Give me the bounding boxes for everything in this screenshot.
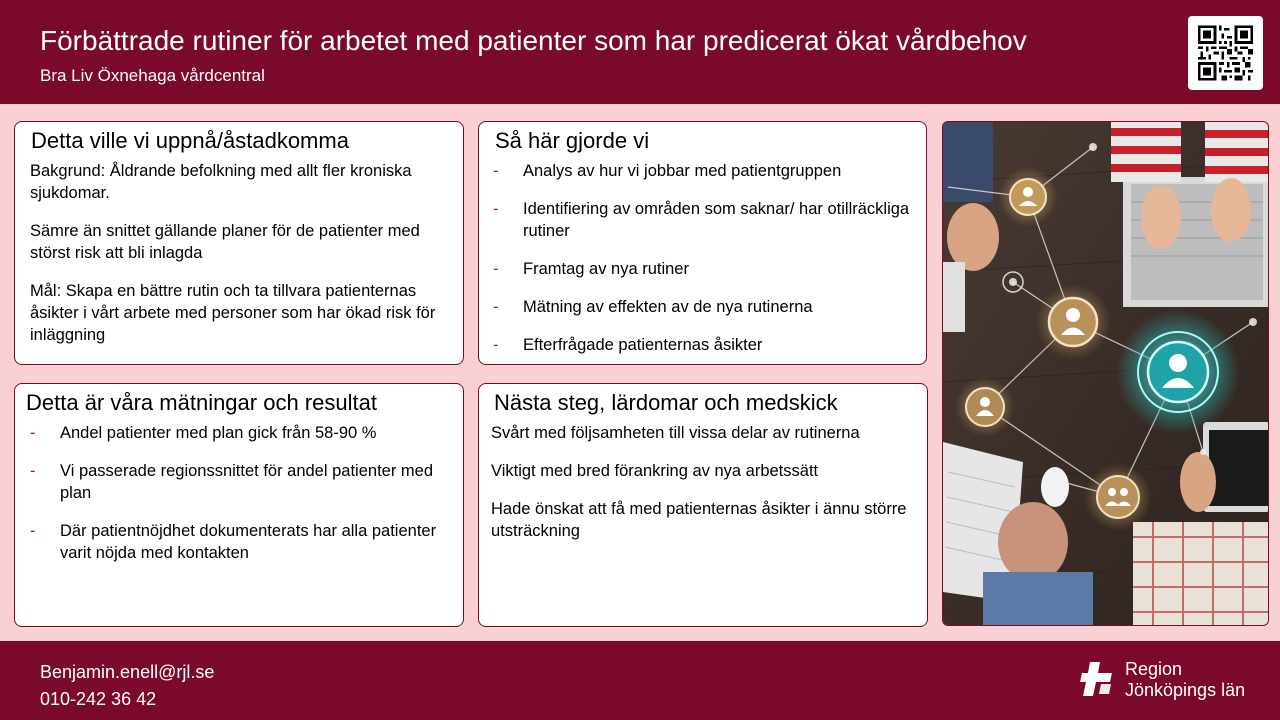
list-item: - Mätning av effekten av de nya rutinerna [493, 298, 813, 316]
goal-heading: Detta ville vi uppnå/åstadkomma [31, 128, 349, 153]
bullet-dash: - [493, 260, 499, 278]
region-cross-icon [1078, 660, 1118, 698]
logo-text-county: Jönköpings län [1125, 680, 1246, 700]
region-logo [1078, 656, 1248, 704]
page-title: Förbättrade rutiner för arbetet med patienter som har predicerat ökat vårdbehov [40, 25, 1027, 56]
list-item: - Andel patienter med plan gick från 58-90 % [30, 424, 377, 442]
results-card [14, 383, 464, 627]
bullet-dash: - [30, 462, 36, 480]
contact-email[interactable]: Benjamin.enell@rjl.se [40, 662, 215, 682]
method-list [493, 160, 912, 356]
network-illustration-image [942, 121, 1269, 626]
method-card [478, 121, 927, 365]
list-item: - Identifiering av områden som saknar/ har otillräckliga rutiner [493, 200, 910, 240]
header [0, 0, 1280, 104]
bullet-dash: - [30, 424, 36, 442]
footer [0, 641, 1280, 720]
results-heading: Detta är våra mätningar och resultat [26, 390, 377, 415]
bullet-dash: - [493, 162, 499, 180]
bullet-dash: - [30, 522, 36, 540]
logo-text-region: Region [1125, 659, 1183, 679]
list-item: - Framtag av nya rutiner [493, 260, 689, 278]
qr-code-icon[interactable] [1188, 16, 1263, 90]
list-item: - Efterfrågade patienternas åsikter [493, 336, 763, 354]
goal-aim-text: Mål: Skapa en bättre rutin och ta tillvara patienternas åsikter i vårt arbete med personer som har ökad risk för inläggning [30, 282, 436, 344]
next-steps-text: Viktigt med bred förankring av nya arbetssätt [491, 462, 819, 480]
page-subtitle: Bra Liv Öxnehaga vårdcentral [40, 66, 265, 85]
bullet-dash: - [493, 200, 499, 218]
list-item: - Vi passerade regionssnittet för andel patienter med plan [30, 462, 434, 502]
list-item: - Där patientnöjdhet dokumenterats har alla patienter varit nöjda med kontakten [30, 522, 437, 562]
bullet-dash: - [493, 298, 499, 316]
goal-problem-text: Sämre än snittet gällande planer för de patienter med störst risk att bli inlagda [30, 222, 420, 262]
bullet-dash: - [493, 336, 499, 354]
list-item: - Analys av hur vi jobbar med patientgruppen [493, 162, 842, 180]
next-steps-text: Svårt med följsamheten till vissa delar av rutinerna [491, 424, 860, 442]
next-steps-text: Hade önskat att få med patienternas åsikter i ännu större utsträckning [491, 500, 907, 540]
results-list [26, 422, 449, 564]
method-heading: Så här gjorde vi [495, 128, 650, 153]
next-steps-card [478, 383, 928, 627]
next-steps-heading: Nästa steg, lärdomar och medskick [494, 390, 838, 415]
goal-card [14, 121, 464, 365]
contact-phone[interactable]: 010-242 36 42 [40, 689, 157, 709]
goal-background-text: Bakgrund: Åldrande befolkning med allt fler kroniska sjukdomar. [30, 162, 412, 202]
